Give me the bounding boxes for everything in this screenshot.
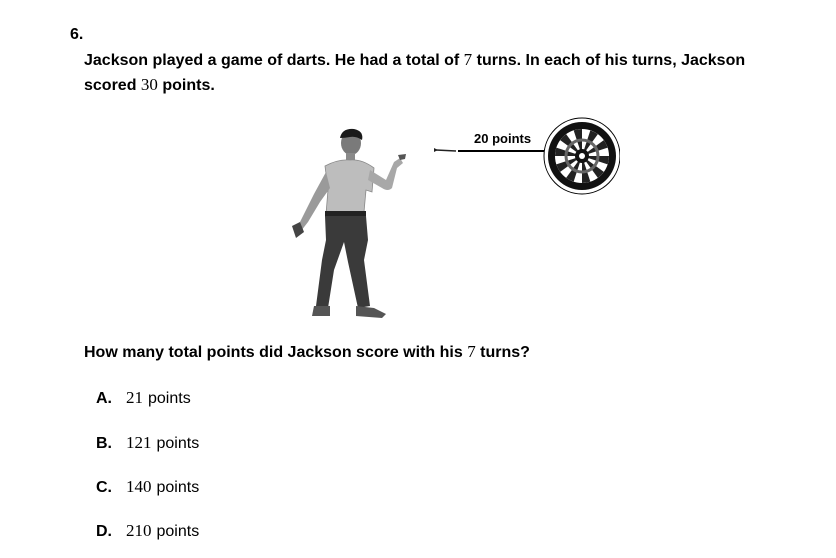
stem-text: scored	[84, 77, 141, 94]
choice-letter: C.	[96, 479, 112, 496]
choice-value: 121	[126, 433, 152, 452]
choice-letter: B.	[96, 435, 112, 452]
choice-value: 140	[126, 477, 152, 496]
choice-unit: points	[156, 435, 200, 452]
choice-a[interactable]	[96, 388, 191, 408]
prompt-text: turns?	[475, 344, 530, 361]
choice-value: 21	[126, 388, 143, 407]
dart-icon	[434, 148, 456, 152]
question-prompt	[84, 342, 530, 362]
choice-c[interactable]	[96, 477, 199, 497]
man-figure	[292, 129, 406, 318]
choice-unit: points	[148, 390, 191, 407]
prompt-text: How many total points did Jackson score with his	[84, 344, 468, 361]
choice-letter: D.	[96, 523, 112, 540]
choice-value: 210	[126, 521, 152, 540]
stem-text: Jackson played a game of darts. He had a total of	[84, 52, 464, 69]
darts-illustration	[270, 110, 620, 322]
stem-text: points.	[157, 77, 215, 94]
choice-letter: A.	[96, 390, 112, 407]
choice-b[interactable]	[96, 433, 199, 453]
dartboard-icon	[544, 118, 620, 194]
choice-unit: points	[156, 523, 200, 540]
prompt-turns-number: 7	[467, 342, 476, 361]
stem-text: turns. In each of his turns, Jackson	[472, 52, 746, 69]
question-stem	[84, 48, 804, 98]
question-number: 6.	[70, 26, 84, 43]
choice-unit: points	[156, 479, 200, 496]
stem-points-number: 30	[140, 75, 158, 94]
figure-label: 20 points	[474, 131, 532, 146]
choice-d[interactable]	[96, 521, 199, 541]
stem-turns-number: 7	[463, 50, 473, 69]
